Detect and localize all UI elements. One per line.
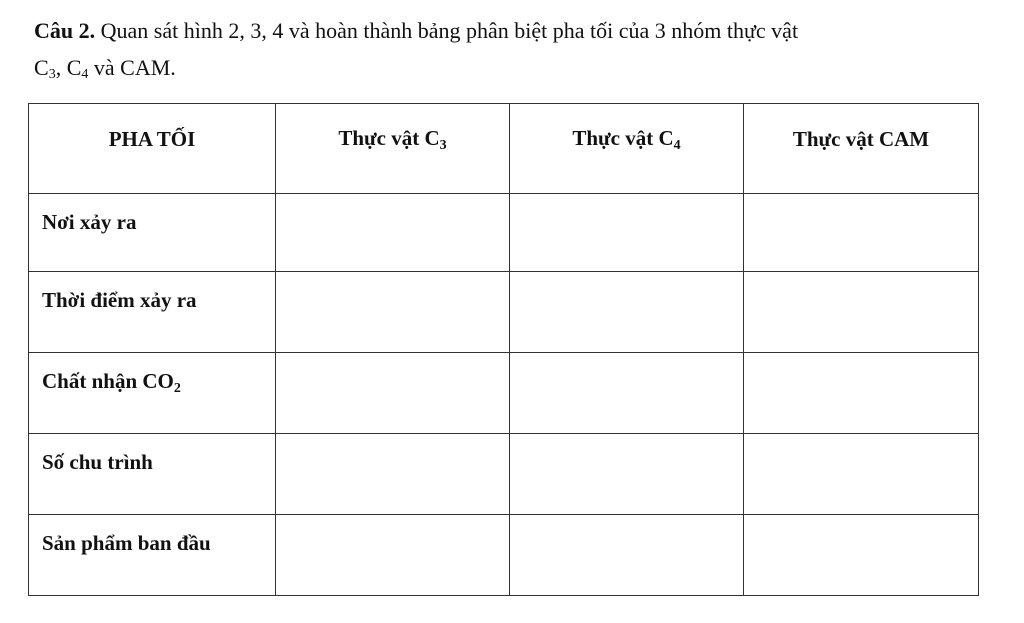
header-dark-phase-text: PHA TỐI [108, 127, 196, 151]
c4-subscript: 4 [81, 67, 89, 82]
answer-cell[interactable] [276, 194, 510, 272]
row-label-text: Thời điểm xảy ra [42, 288, 197, 312]
row-label-text: Chất nhận CO [42, 369, 174, 393]
table-row [29, 353, 979, 434]
table-row [29, 272, 979, 353]
answer-cell[interactable] [276, 434, 510, 515]
answer-cell[interactable] [510, 434, 744, 515]
answer-cell[interactable] [276, 515, 510, 596]
row-label-location [29, 194, 276, 272]
header-c3-plants [276, 104, 510, 194]
row-label-timing [29, 272, 276, 353]
question-body-end: và CAM. [88, 55, 176, 80]
row-label-text: Số chu trình [42, 450, 153, 474]
question-text [34, 12, 994, 93]
answer-cell[interactable] [744, 434, 979, 515]
row-label-cycle-count [29, 434, 276, 515]
row-label-text: Sản phẩm ban đầu [42, 531, 211, 555]
c3-subscript: 3 [48, 67, 56, 82]
question-label: Câu 2. [34, 18, 96, 43]
answer-cell[interactable] [744, 272, 979, 353]
header-cam-text: Thực vật CAM [792, 127, 930, 151]
answer-cell[interactable] [276, 353, 510, 434]
answer-cell[interactable] [510, 194, 744, 272]
header-c4-plants [510, 104, 744, 194]
row-label-co2-acceptor [29, 353, 276, 434]
question-body: Quan sát hình 2, 3, 4 và hoàn thành bảng phân biệt pha tối của 3 nhóm thực vật [95, 18, 799, 43]
header-row [29, 104, 979, 194]
co2-subscript: 2 [173, 381, 181, 396]
header-c3-subscript: 3 [439, 137, 447, 153]
separator: , [55, 55, 67, 80]
header-dark-phase [29, 104, 276, 194]
table-row [29, 434, 979, 515]
table-row [29, 194, 979, 272]
answer-cell[interactable] [510, 272, 744, 353]
row-label-initial-product [29, 515, 276, 596]
answer-cell[interactable] [744, 353, 979, 434]
header-c4-text: Thực vật C [572, 125, 674, 150]
row-label-text: Nơi xảy ra [42, 210, 137, 234]
header-c3-text: Thực vật C [338, 125, 440, 150]
answer-cell[interactable] [276, 272, 510, 353]
answer-cell[interactable] [510, 515, 744, 596]
answer-cell[interactable] [744, 515, 979, 596]
header-c4-subscript: 4 [673, 137, 681, 153]
c3-base: C [34, 55, 49, 80]
answer-cell[interactable] [510, 353, 744, 434]
answer-cell[interactable] [744, 194, 979, 272]
table-row [29, 515, 979, 596]
comparison-table [28, 103, 979, 596]
header-cam-plants [744, 104, 979, 194]
c4-base: C [66, 55, 82, 80]
